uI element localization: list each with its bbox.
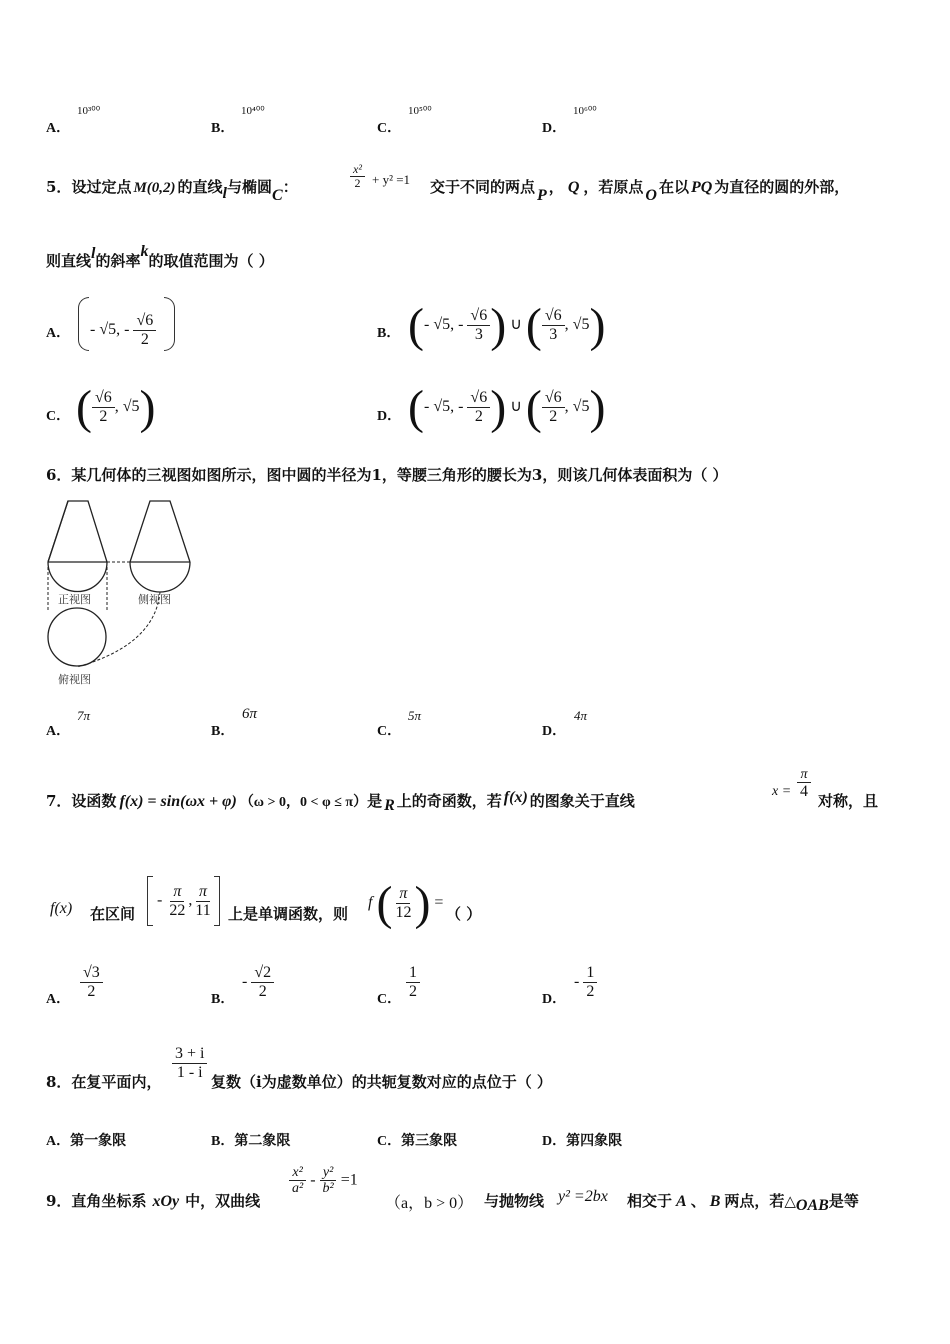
q5-option-b-expr: (- √5, - $\frac{√6}{3}$ ) ∪ ( $\frac{√6}{3}$ , √5)	[408, 299, 606, 352]
q4-option-d-label: D．	[542, 121, 567, 136]
q7-blank: （ ）	[446, 905, 482, 923]
q5-option-c-expr: ( $\frac{√6}{2}$ , √5)	[76, 381, 156, 434]
q4-option-d-value: 10⁶⁰⁰	[573, 105, 597, 117]
q7-option-d-value: - $\frac{1}{2}$	[574, 964, 597, 1000]
q8-fraction: $\frac{3 + i}{1 - i}$	[172, 1045, 207, 1081]
q7-option-c-label: C．	[377, 992, 402, 1007]
q5-line1: 5．设过定点 M(0,2) 的直线l与椭圆C：	[46, 178, 298, 204]
q5-option-c-label: C．	[46, 409, 71, 424]
q7-option-d-label: D．	[542, 992, 567, 1007]
q5-option-d-label: D．	[377, 409, 402, 424]
q7-option-b-value: - $\frac{√2}{2}$	[242, 964, 274, 1000]
q7-line2-t2: 上是单调函数，则	[228, 905, 349, 923]
q5-line2: 则直线l的斜率k的取值范围为（ ）	[46, 243, 274, 270]
q4-option-c-value: 10⁵⁰⁰	[408, 105, 432, 117]
q6-three-view-figure	[40, 495, 200, 695]
q5-option-a-label: A．	[46, 326, 71, 341]
q7-option-b-label: B．	[211, 992, 235, 1007]
q5-option-a-left-paren	[78, 297, 89, 351]
q5-ellipse-fraction: $\frac{\text{x²}}{2}$	[350, 163, 365, 190]
q5-line1-cont: 交于不同的两点 P ， Q ，若原点 O 在以 PQ 为直径的圆的外部，	[430, 178, 850, 204]
q6-option-c-value: 5π	[408, 708, 422, 723]
q7-ask: f ( $\frac{\pi}{12}$ ) =	[368, 877, 444, 930]
q4-option-b-label: B．	[211, 121, 235, 136]
q7-interval: - $\frac{\pi}{22}$ , $\frac{\pi}{11}$	[147, 876, 220, 926]
q8-t1: 8．在复平面内，	[46, 1073, 162, 1091]
q9-parabola: y² =2bx	[558, 1188, 608, 1205]
q8-option-d: D．第四象限	[542, 1134, 623, 1149]
q8-t2: 复数（i为虚数单位）的共轭复数对应的点位于（ ）	[211, 1073, 552, 1091]
q5-ellipse-rest: + y² =1	[372, 172, 411, 187]
q6-option-a-label: A．	[46, 724, 71, 739]
q6-option-a-value: 7π	[77, 708, 91, 723]
q7-axis-fraction: $\frac{\pi}{4}$	[797, 767, 811, 801]
q6-option-c-label: C．	[377, 724, 402, 739]
q7-option-a-value: $\frac{√3}{2}$	[80, 964, 103, 1000]
q9-hyperbola: $\frac{\text{x²}}{\text{a²}}$ - $\frac{\text{y²}}{\text{b²}}$ =1	[289, 1165, 358, 1197]
top-view-label: 俯视图	[58, 673, 91, 686]
q4-option-a-value: 10³⁰⁰	[77, 105, 101, 117]
q6-option-d-label: D．	[542, 724, 567, 739]
q8-option-c: C．第三象限	[377, 1134, 458, 1149]
q9-t3: 与抛物线	[484, 1192, 545, 1210]
q7-line1: 7．设函数 f(x) = sin(ωx + φ) （ω > 0，0 < φ ≤ π）是 R 上的奇函数，若 f(x) 的图象关于直线	[46, 789, 635, 814]
side-view-label: 侧视图	[138, 593, 171, 606]
q4-option-c-label: C．	[377, 121, 402, 136]
q7-line2-fx: f(x)	[50, 900, 73, 917]
q5-option-d-expr: (- √5, - $\frac{√6}{2}$ ) ∪ ( $\frac{√6}{2}$ , √5)	[408, 381, 606, 434]
q8-option-a: A．第一象限	[46, 1134, 127, 1149]
q7-option-c-value: $\frac{1}{2}$	[406, 964, 420, 1000]
q6-option-b-label: B．	[211, 724, 235, 739]
q6-option-b-value: 6π	[242, 706, 258, 722]
q8-option-b: B．第二象限	[211, 1134, 291, 1149]
q4-option-a-label: A．	[46, 121, 71, 136]
q9-t4-rest: 相交于 A 、 B 两点，若△OAB是等	[627, 1192, 859, 1214]
q5-option-a-right-paren	[164, 297, 175, 351]
q9-cond: （a，b > 0）	[385, 1195, 474, 1212]
q5-option-b-label: B．	[377, 326, 401, 341]
q9-t1: 9．直角坐标系 xOy 中，双曲线	[46, 1192, 261, 1210]
front-view-label: 正视图	[58, 593, 91, 606]
q6-question: 6．某几何体的三视图如图所示，图中圆的半径为1，等腰三角形的腰长为3，则该几何体表面积为（ ）	[46, 466, 728, 484]
q7-line1-end: 对称，且	[818, 792, 879, 810]
q7-option-a-label: A．	[46, 992, 71, 1007]
q6-option-d-value: 4π	[574, 708, 588, 723]
q7-axis-lhs: x =	[772, 784, 792, 799]
q7-line2-t1: 在区间	[90, 905, 136, 923]
q5-option-a-expr: - √5, - $\frac{√6}{2}$	[90, 312, 156, 348]
q4-option-b-value: 10⁴⁰⁰	[241, 105, 265, 117]
